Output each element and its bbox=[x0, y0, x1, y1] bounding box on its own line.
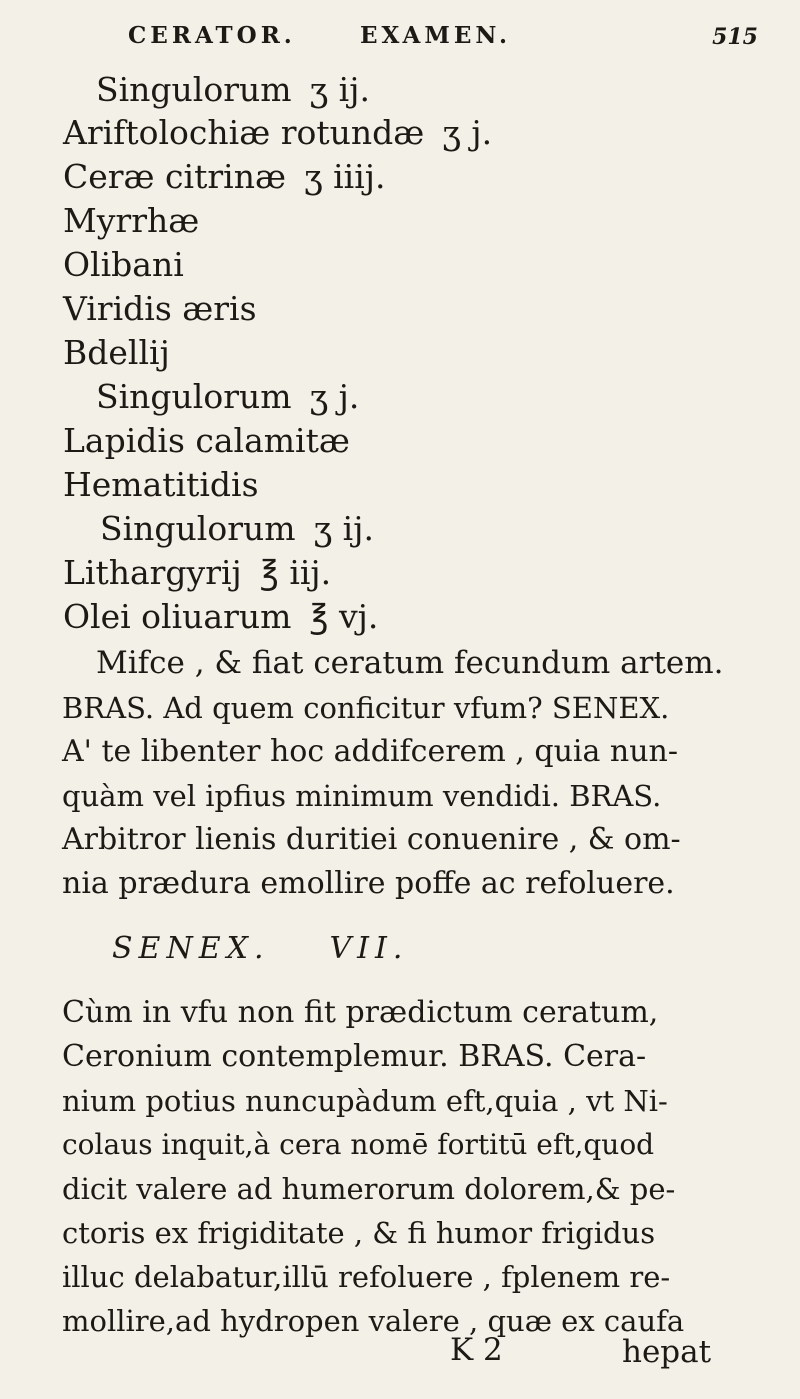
recipe-line: Bdellij bbox=[63, 333, 170, 372]
header-right: EXAMEN. bbox=[360, 22, 511, 49]
text-line: nium potius nuncupàdum eft,quia , vt Ni- bbox=[62, 1084, 668, 1118]
text-line: illuc delabatur,illū refoluere , fplenem re- bbox=[62, 1260, 671, 1294]
recipe-line: Lithargyrij ℥ iij. bbox=[63, 553, 332, 592]
text-line: Ceronium contemplemur. BRAS. Cera- bbox=[62, 1039, 647, 1074]
running-header bbox=[128, 22, 770, 62]
recipe-line: Ariftolochiæ rotundæ ʒ j. bbox=[63, 113, 493, 152]
text-line: quàm vel ipfius minimum vendidi. BRAS. bbox=[62, 779, 662, 813]
recipe-line: Hematitidis bbox=[63, 465, 259, 504]
recipe-line: Singulorum ʒ ij. bbox=[96, 70, 370, 109]
recipe-line: Olibani bbox=[63, 245, 184, 284]
text-line: dicit valere ad humerorum dolorem,& pe- bbox=[62, 1172, 676, 1206]
section-heading: SENEX. VII. bbox=[112, 931, 409, 966]
text-line: mollire,ad hydropen valere , quæ ex caufa bbox=[62, 1304, 685, 1338]
signature-mark: K 2 bbox=[450, 1332, 503, 1368]
page-number: 515 bbox=[712, 24, 758, 50]
recipe-line: Viridis æris bbox=[63, 289, 257, 328]
recipe-line: Myrrhæ bbox=[63, 201, 200, 240]
recipe-line: Singulorum ʒ ij. bbox=[100, 509, 374, 548]
text-line: Arbitror lienis duritiei conuenire , & om- bbox=[62, 822, 681, 857]
header-left: CERATOR. bbox=[128, 22, 296, 49]
text-line: ctoris ex frigiditate , & fi humor frigidus bbox=[62, 1216, 656, 1250]
text-line: Cùm in vfu non fit prædictum ceratum, bbox=[62, 995, 659, 1030]
recipe-line: Olei oliuarum ℥ vj. bbox=[63, 597, 379, 636]
text-line: colaus inquit,à cera nomē fortitū eft,quod bbox=[62, 1128, 655, 1161]
catchword: hepat bbox=[622, 1334, 712, 1370]
text-line: Mifce , & fiat ceratum fecundum artem. bbox=[96, 645, 724, 681]
recipe-line: Singulorum ʒ j. bbox=[96, 377, 360, 416]
text-line: nia prædura emollire poffe ac refoluere. bbox=[62, 866, 675, 901]
recipe-line: Ceræ citrinæ ʒ iiij. bbox=[63, 157, 386, 196]
text-line: BRAS. Ad quem conficitur vfum? SENEX. bbox=[62, 691, 670, 725]
recipe-line: Lapidis calamitæ bbox=[63, 421, 350, 460]
text-line: A' te libenter hoc addifcerem , quia nun- bbox=[62, 734, 679, 769]
